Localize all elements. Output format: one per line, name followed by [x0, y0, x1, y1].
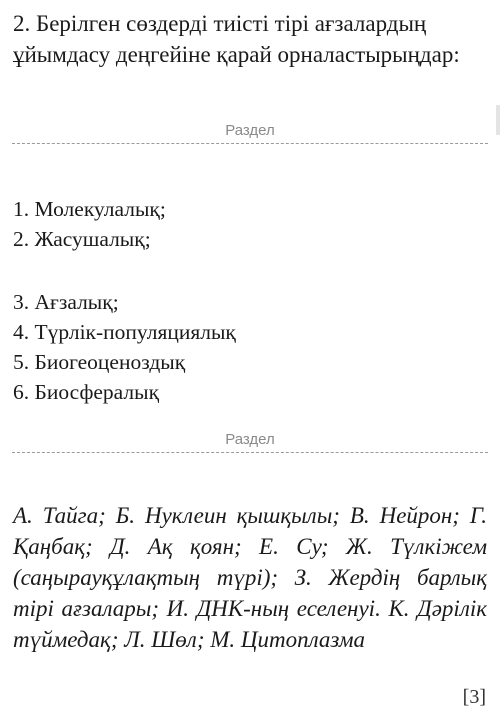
section-break-2 [12, 431, 488, 455]
points-mark: [3] [462, 686, 486, 708]
section-break-1 [12, 122, 488, 146]
list-item: 2. Жасушалық; [13, 227, 151, 251]
section-break-label: Раздел [225, 122, 275, 139]
section-divider [12, 452, 488, 453]
list-item: 3. Ағзалық; [13, 290, 119, 314]
list-item: 5. Биогеоценоздық [13, 350, 186, 374]
question-text: 2. Берілген сөздерді тиісті тірі ағзалардың ұйымдасу деңгейіне қарай орналастырыңдар: [13, 11, 460, 67]
answer-options-text: А. Тайга; Б. Нуклеин қышқылы; В. Нейрон; Г. Қаңбақ; Д. Ақ қоян; Е. Су; Ж. Түлкіжем (саңырауқұлақтың түрі); З. Жердің барлық тірі ағзалары; И. ДНК-ның еселенуі. К. Дәрілік түймедақ; Л. Шөл; М. Цитоплазма [13, 503, 487, 652]
edge-decoration [496, 105, 500, 135]
section-break-label: Раздел [225, 431, 275, 448]
levels-list-a [13, 194, 166, 254]
section-divider [12, 143, 488, 144]
levels-list-b [13, 287, 236, 407]
list-item: 6. Биосфералық [13, 380, 160, 404]
list-item: 4. Түрлік-популяциялық [13, 320, 236, 344]
list-item: 1. Молекулалық; [13, 197, 166, 221]
